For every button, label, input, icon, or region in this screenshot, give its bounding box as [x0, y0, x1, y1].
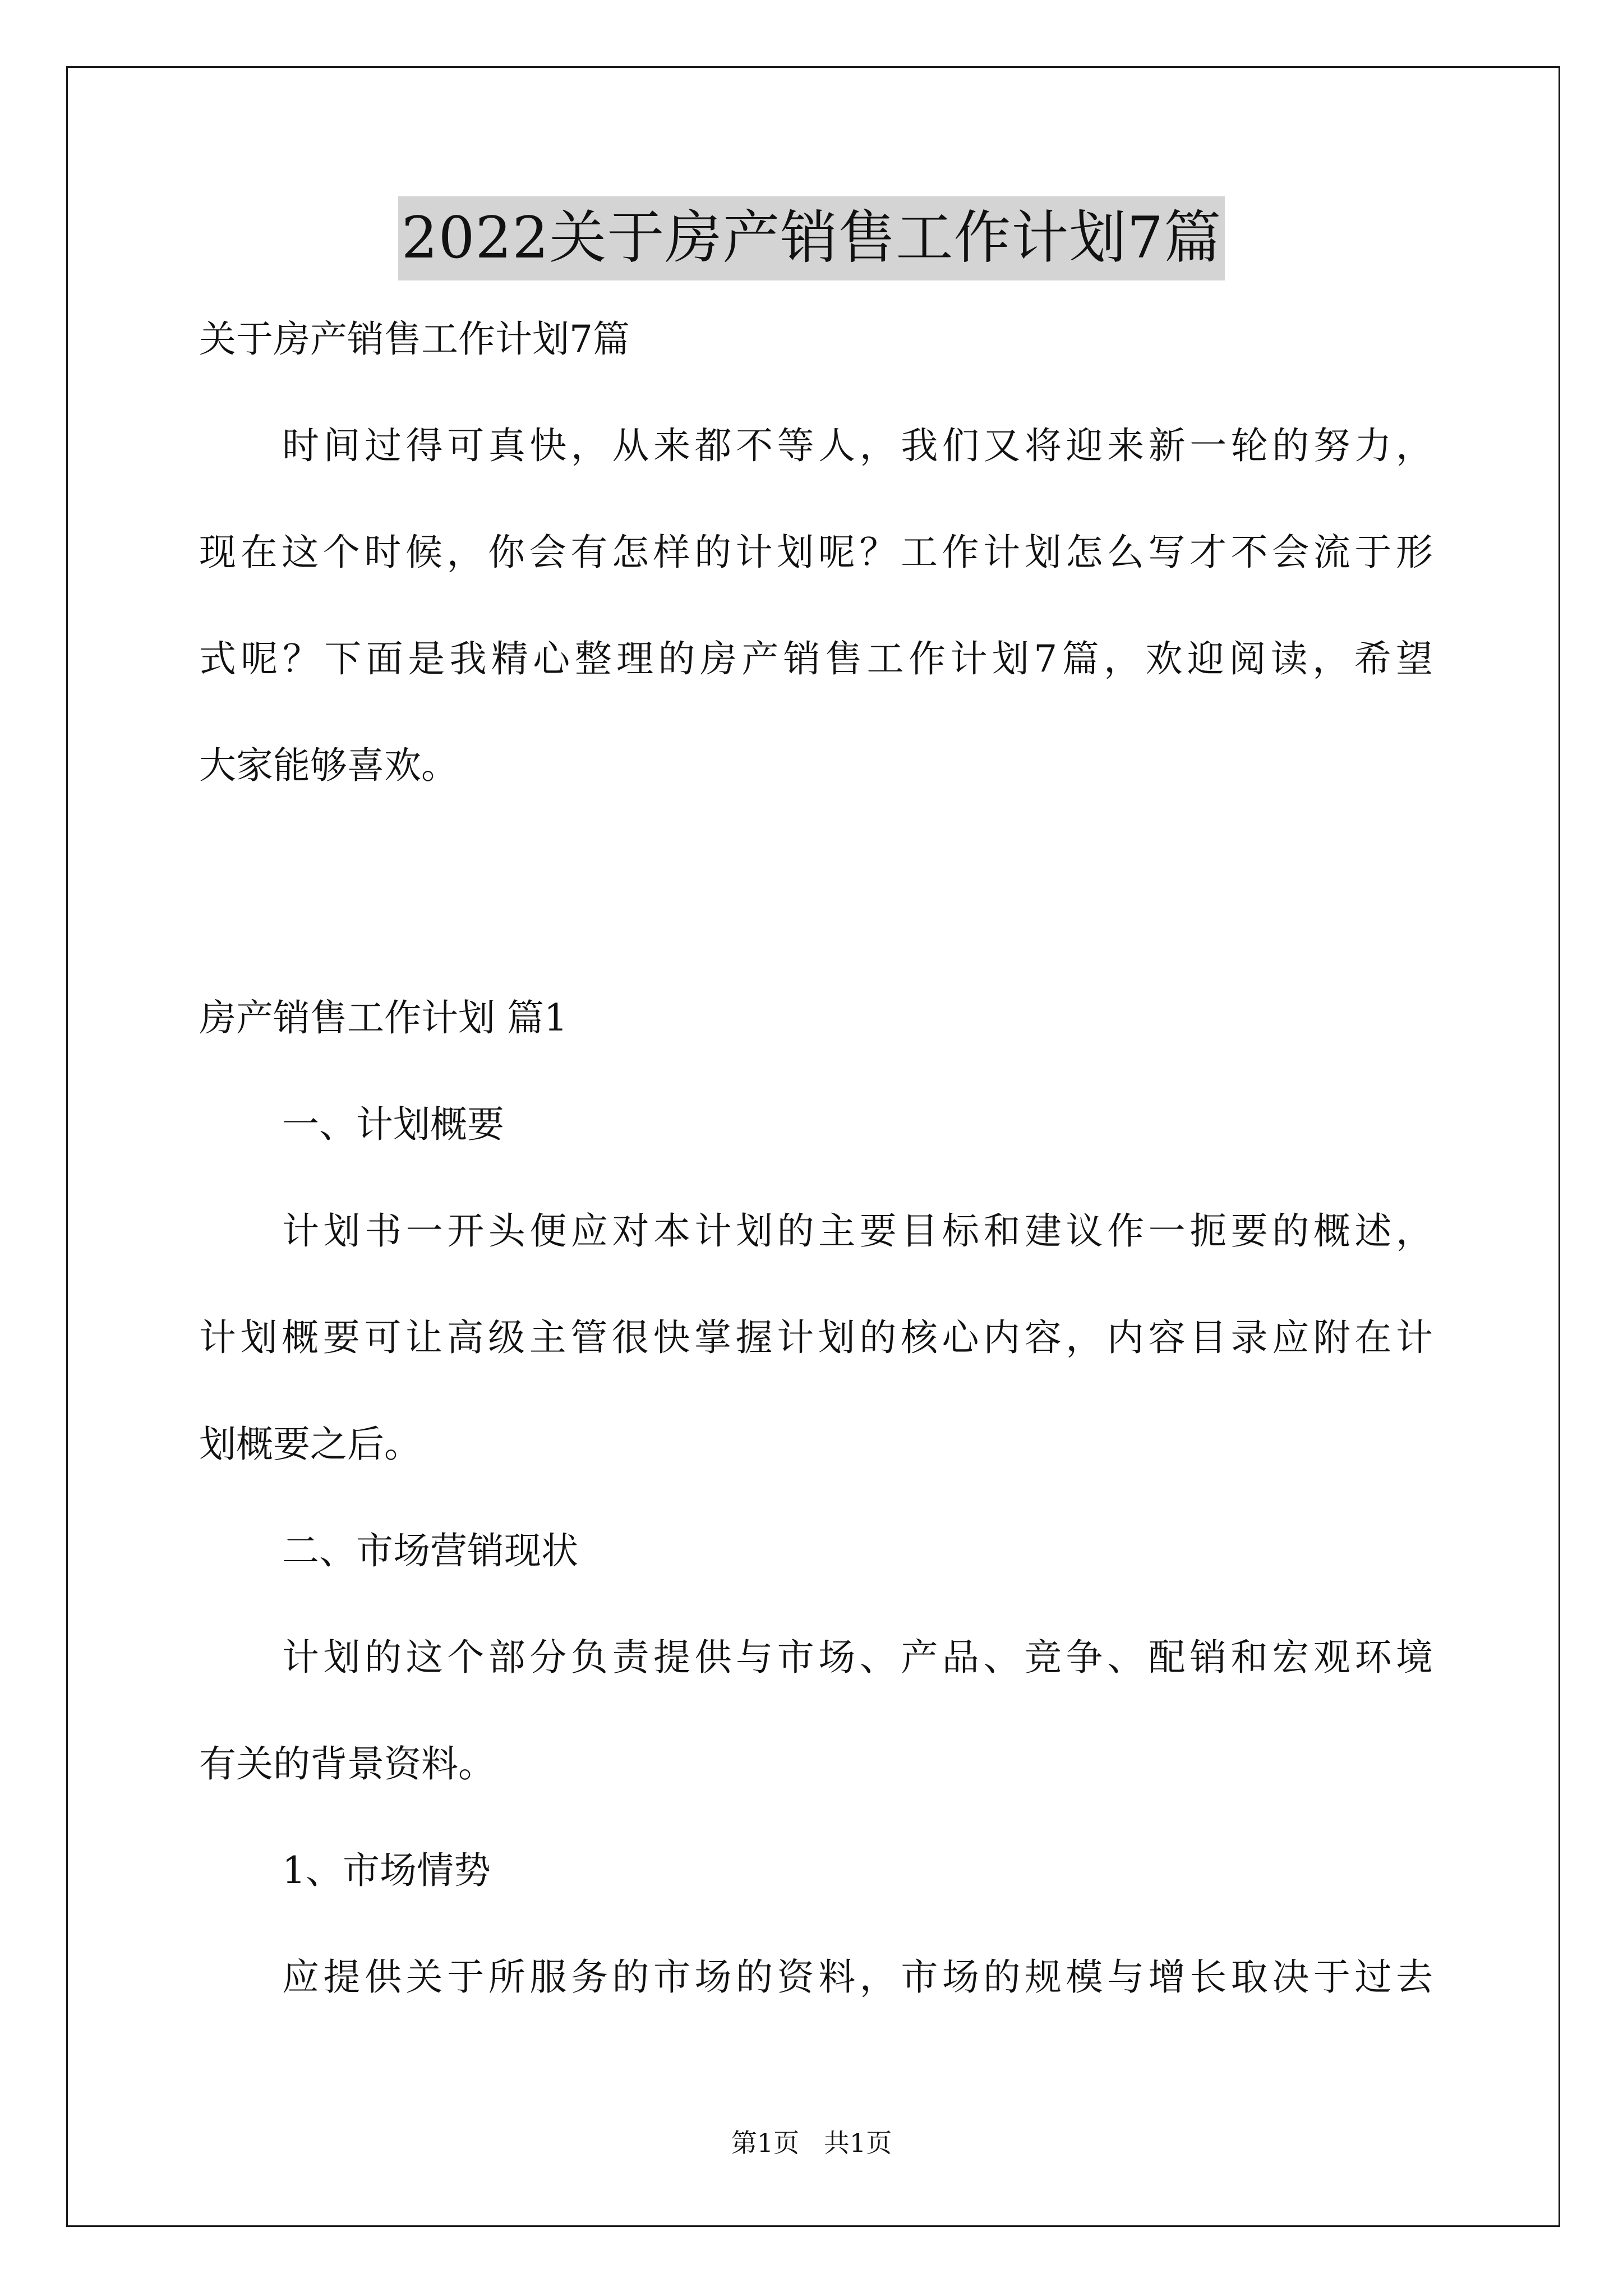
subheading-market-situation: 1、市场情势: [282, 1849, 491, 1892]
page-footer: 第1页 共1页: [731, 2128, 892, 2158]
market-line-1: 计划的这个部分负责提供与市场、产品、竞争、配销和宏观环境: [282, 1636, 1433, 1679]
summary-line-2: 计划概要可让高级主管很快掌握计划的核心内容，内容目录应附在计: [199, 1316, 1433, 1359]
summary-line-3: 划概要之后。: [199, 1423, 421, 1466]
section-heading-1: 房产销售工作计划 篇1: [199, 996, 568, 1039]
document-title: 2022关于房产销售工作计划7篇: [398, 196, 1225, 280]
intro-line-1: 时间过得可真快，从来都不等人，我们又将迎来新一轮的努力，: [282, 424, 1433, 467]
title-area: [0, 196, 1623, 280]
summary-line-1: 计划书一开头便应对本计划的主要目标和建议作一扼要的概述，: [282, 1209, 1433, 1253]
situation-line-1: 应提供关于所服务的市场的资料，市场的规模与增长取决于过去: [282, 1955, 1433, 1999]
intro-line-3: 式呢？下面是我精心整理的房产销售工作计划7篇，欢迎阅读，希望: [199, 637, 1433, 680]
subheading-plan-summary: 一、计划概要: [282, 1103, 504, 1146]
intro-line-2: 现在这个时候，你会有怎样的计划呢？工作计划怎么写才不会流于形: [199, 531, 1433, 574]
subheading-market-status: 二、市场营销现状: [282, 1529, 578, 1572]
intro-line-4: 大家能够喜欢。: [199, 744, 458, 787]
market-line-2: 有关的背景资料。: [199, 1742, 495, 1786]
subtitle-line: 关于房产销售工作计划7篇: [199, 318, 630, 361]
